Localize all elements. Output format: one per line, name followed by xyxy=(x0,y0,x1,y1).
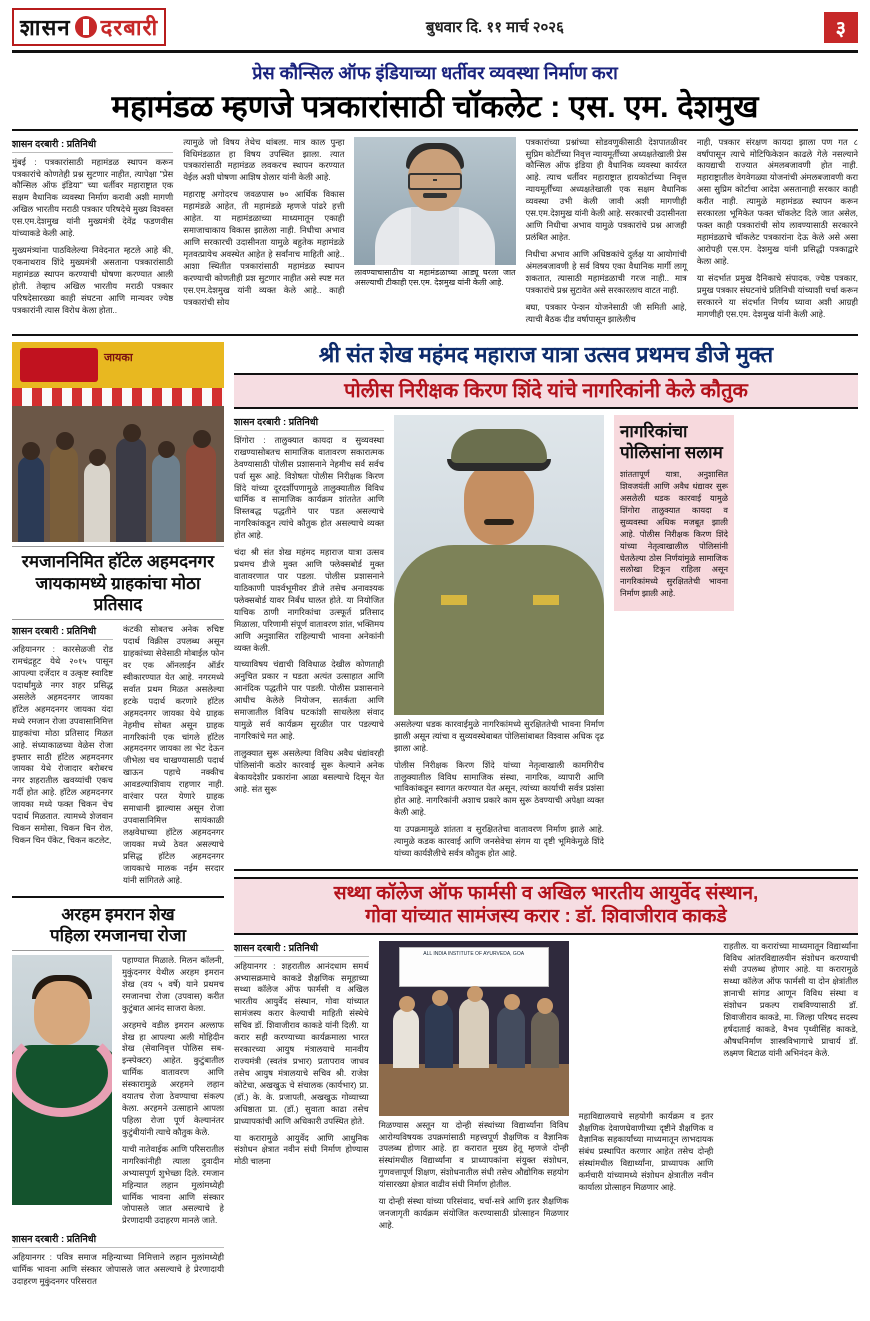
paragraph: अहियानगर : शहरातील आनंदधाम समर्थ अभ्यासक्रमाचे काकडे शैक्षणिक समूहाच्या सथ्था कॉलेज ऑफ फार्मसी व अखिल भारतीय आयुर्वेद संस्थान, गोवा यांच्यात सामंजस्य करार केल्याची माहिती संस्थेचे सचिव डॉ. शिवाजीराव काकडे यांनी दिली. या करार सही करण्याच्या कार्यक्रमाला भारत सरकारच्या आयुष मंत्रालयाचे मानवीय राज्यमंत्री (स्वतंत्र प्रभार) प्रतापराव जाधव तसेच आयुष मंत्रालयाचे सचिव श्री. राजेश कोटेचा, अखखुऊ चे संचालक (कार्यभार) प्रा. (डॉ.) के. के. प्रजापती, अखखुऊ गोव्याच्या अधिष्ठाता प्रा. (डॉ.) सुवाता काढा तसेच प्राध्यापकांची आणि अधिकारी उपस्थित होते. xyxy=(234,960,369,1126)
stage-person xyxy=(425,1002,453,1068)
story4-photo-col xyxy=(12,955,112,1232)
paragraph: या करारामुळे आयुर्वेद आणि आधुनिक संशोधन क्षेत्रात नवीन संधी निर्माण होण्यास मोठी चालना xyxy=(234,1132,369,1167)
paragraph: महाविद्यालयाचे सहयोगी कार्यक्रम व इतर शैक्षणिक देवाणघेवाणीच्या दृष्टीने शैक्षणिक व वैज्ञानिक सहकार्यांच्या माध्यमातून लाभदायक संबंध प्रस्थापित करणार आहेत तसेच दोन्ही संस्थांमधील विद्यार्थ्यांना, प्राध्यापक आणि कर्मचारी यांच्यामध्ये संशोधन क्षेत्रातील नवीन कार्याला प्रोत्साहन मिळणार आहे. xyxy=(578,1110,714,1193)
paragraph: याची नातेवाईक आणि परिसरातील नागरिकांनीही त्याला दुवादीन अभ्यासपूर्ण शुभेच्छा दिले. रमजान महिन्यात लहान मुलांमध्येही धार्मिक भावना आणि संस्कार जोपासले जात असल्याचे हे प्रेरणादायी उदाहरण मानले जाते. xyxy=(122,1143,224,1226)
police-officer-photo xyxy=(394,415,604,715)
right-column xyxy=(234,342,858,1293)
middle-block xyxy=(12,342,858,1293)
paragraph: चंदा श्री संत शेख महंमद महाराज यात्रा उत्सव प्रथमच डीजे मुक्त आणि फ्लेक्सबोर्ड मुक्त वातावरणात पार पडला. पोलीस प्रशासनाने याठिकाणी पार्श्वभूमीवर डीजे तसेच अनावश्यक फ्लेक्सबोर्ड यावर निर्बंध घालत होते. या नियोजित याचिक ठाणी नागरिकांचा उत्स्फूर्त प्रतिसाद मिळाला, परिणामी संपूर्ण वातावरण शांत, भक्तिमय आणि अनुशासित राहिल्याची भावना अनेकांनी व्यक्त केली. xyxy=(234,547,384,653)
left-column xyxy=(12,342,224,1293)
paragraph: मुंबई : पत्रकारांसाठी महामंडळ स्थापन करून पत्रकारांचे कोणतेही प्रश्न सुटणार नाहीत, त्यापेक्षा "प्रेस कौन्सिल ऑफ इंडिया" च्या धर्तीवर महाराष्ट्रात एक सक्षम वैधानिक व्यवस्था निर्माण करावी अशी मागणी अखिल भारतीय मराठी पत्रकार परिषदेचे मुख्य विश्वस्त एस.एम.देशमुख यांनी मुख्यमंत्री देवेंद्र फडणवीस यांच्याकडे केली आहे. xyxy=(12,156,174,239)
emblem-icon xyxy=(75,16,97,38)
stage-person-head xyxy=(537,998,553,1014)
hotel-crowd-photo xyxy=(12,342,224,542)
sidebox-title: नागरिकांचा पोलिसांना सलाम xyxy=(620,421,723,463)
story2-photo-col xyxy=(394,415,604,865)
stage-person xyxy=(459,998,489,1068)
stage-table-shape xyxy=(379,1064,569,1116)
story2-subhead: पोलीस निरीक्षक किरण शिंदे यांचे नागरिकांनी केले कौतुक xyxy=(344,379,748,402)
paragraph: पोलीस निरीक्षक किरण शिंदे यांच्या नेतृत्वाखाली कामगिरीच तालुक्यातील विविध सामाजिक संस्था, नागरिक, व्यापारी आणि भाविकांकडून स्वागत करण्यात येत असून, त्यांच्या कार्याची सर्वत्र प्रशंसा होत आहे. नागरिकांनी अशाच प्रकारे काम सुरू ठेवण्याची अपेक्षा व्यक्त केली आहे. xyxy=(394,759,604,818)
story5-headline-line2: गोवा यांच्यात सामंजस्य करार : डॉ. शिवाजीराव काकडे xyxy=(365,905,727,927)
story2-subhead-bar xyxy=(234,373,858,409)
paragraph: नाही, पत्रकार संरक्षण कायदा झाला पण गत ८ वर्षांपासून त्याचे मोटिफिकेशन काढले गेले नसल्याने कायद्याची राज्यात अंमलबजावणी होत नाही. महाराष्ट्रातील वेगवेगळ्या योजनांची अंमलबजावणी करा असा सुप्रिम कोर्टाचा आदेश असतानाही सरकार काही करीत नाही. त्यामुळे महामंडळ स्थापन करून सरकारला भूमिकेत फक्त चॉकलेट दिले जात असेल, फक्त काही पत्रकारांची सोय लावण्यासाठी सरकारने महामंडळाचे चॉकलेट पत्रकारांना देऊ केले असे असा आरोपही एस.एम. देशमुख यांनी प्रसिद्धी पत्रकाद्वारे केला आहे. xyxy=(696,136,859,266)
paragraph: निधीचा अभाव आणि अधिष्ठकांचे दुर्लक्ष या आयोगांची अंमलबजावणी हे सर्व विषय एका वैधानिक मार्गी लागू शकतात, त्यासाठी महामंडळाची गरज नाही.. मात्र पत्रकारांचे प्रश्न सुटावेत असे सरकारलाच वाटत नाही. xyxy=(525,248,687,295)
stage-person-head xyxy=(432,990,448,1006)
story5-byline: शासन दरबारी : प्रतिनिधी xyxy=(234,941,369,957)
story3-headline-line2: जायकामध्ये ग्राहकांचा मोठा प्रतिसाद xyxy=(35,573,201,614)
lead-col-5 xyxy=(697,137,858,331)
paragraph: या संदर्भात प्रमुख दैनिकाचे संपादक, ज्येष्ठ पत्रकार, प्रमुख पत्रकार संघटनांचे प्रतिनिधी यांच्याशी चर्चा करून सरकारने या संदर्भात निर्णय घ्यावा अशी आग्रही मागणीही एस.एम. देशमुख यांनी केली आहे. xyxy=(696,272,859,319)
section-rule-1 xyxy=(12,334,858,336)
page-number: ३ xyxy=(824,12,858,43)
photo-kurta-shape xyxy=(411,207,459,265)
lead-col-3-photo xyxy=(354,137,515,331)
paragraph: मिळण्यास अस्तून या दोन्ही संस्थांच्या विद्यार्थ्यांना विविध आरोग्यविषयक उपक्रमांसाठी महत्त्वपूर्ण शैक्षणिक व वैज्ञानिक उपलब्ध होणार आहे. हा करारात मुख्य हेतू म्हणजे दोन्ही संस्थांमधील विद्यार्थ्यांना व प्राध्यापकांना संयुक्त संशोधन, गुणवत्तापूर्ण शिक्षण, संशोधनातील संधी तसेच औद्योगिक सहयोग यांसारख्या क्षेत्रात वाढीव संधी निर्माण होतील. xyxy=(378,1119,569,1190)
stage-person xyxy=(497,1006,525,1068)
story5-col-4 xyxy=(723,941,858,1237)
officer-cap-shape xyxy=(451,429,547,463)
officer-uniform-shape xyxy=(394,545,604,715)
story4-headline-line1: अरहम इमरान शेख xyxy=(61,904,175,924)
headline-rule xyxy=(12,129,858,131)
paragraph: तालुक्यात सुरू असलेल्या विविध अवैध धंद्यांवरही पोलिसांनी कठोर कारवाई सुरू केल्याने अनेक बेकायदेशीर प्रकारांना आळा बसल्याचे दिसून येत आहे. संत सुरू xyxy=(234,747,384,794)
lead-headline: महामंडळ म्हणजे पत्रकारांसाठी चॉकलेट : एस. एम. देशमुख xyxy=(111,89,759,124)
story5-photo-subcols xyxy=(379,1120,569,1237)
lead-photo-caption: लावण्याचासाठीच या महामंडळाच्या आड्यू घरला जात असल्याची टीकाही एस.एम. देशमुख यांनी केली आहे. xyxy=(354,267,516,288)
story5-col-3 xyxy=(579,941,714,1237)
paragraph: बघा, पत्रकार पेन्शन योजनेसाठी जी समिती आहे, त्याची बैठक दीड वर्षापासून झालेलीच xyxy=(525,301,687,324)
paragraph: याच्याविषय चंद्याची विविधाळ देखील कोणताही अनुचित प्रकार न घडता अत्यंत उत्साहात आणि आनंदिक पद्धतीने पार पडली. पोलीस प्रशासनाने आधीच केलेले नियोजन, सतर्कता आणि समाजातील विविध घटकांशी साधलेला संवाद यामुळे सर्व कार्यक्रम सुरळीत पार पडल्याचे नागरिकांचे मत आहे. xyxy=(234,659,384,741)
crowd-person xyxy=(50,446,78,542)
story3-byline: शासन दरबारी : प्रतिनिधी xyxy=(12,624,113,640)
story2-columns xyxy=(234,415,858,865)
paragraph: या दोन्ही संस्था यांच्या परिसंवाद, चर्चा-सत्रे आणि इतर शैक्षणिक जनजागृती कार्यक्रम संयोजित करण्यासाठी प्रोत्साहन मिळणार आहे. xyxy=(378,1196,569,1230)
issue-date: बुधवार दि. ११ मार्च २०२६ xyxy=(425,19,564,36)
paragraph: महाराष्ट्र अगोदरच जवळपास ७० आर्थिक विकास महामंडळे आहेत, ती महामंडळे म्हणजे पांढरे हत्ती आहेत. या महामंडळाच्या माध्यमातून एकाही समाजाचाकाय विकास झालेला नाही. निधीचा अभाव आणि सरकारची उदासीनता यामुळे बहुतेक महामंडळे मृतवत्प्रायेच अवस्थेत आहेत हे सर्वांनाच माहिती आहे.. आशा स्थितीत पत्रकारांसाठी महामंडळ स्थापन करण्याची कोणतीही प्रश सुटणार नाहीत असे स्पष्ट मत एस.एम.देशमुख यांनी व्यक्त केले आहे.. काही पत्रकारांची सोय xyxy=(183,189,345,307)
paragraph: राहतील. या करारांच्या माध्यमातून विद्यार्थ्यांना विविध आंतरविद्यालयीन संशोधन करण्याची संधी उपलब्ध होणार आहे. या करारामुळे सथ्था कॉलेज ऑफ फार्मसी या दोन क्षेत्रांतील ज्ञानाची सांगड आणून विविध संस्था व संशोधन प्रकल्प राबविण्यासाठी डॉ. शिवाजीराव काकडे, मा. जिल्हा परिषद सदस्य हर्षदाताई काकडे, वैभव पृथ्वीसिंह काकडे, औषधनिर्माण शास्त्रविभागाचे प्राचार्य डॉ. लक्ष्मण बिटाळ यांनी अभिनंदन केले. xyxy=(723,940,859,1058)
story3-col-1 xyxy=(12,624,113,891)
newspaper-logo xyxy=(12,8,166,46)
signboard-text: जायका xyxy=(104,352,133,365)
story5-col-2 xyxy=(379,1120,569,1237)
section-rule-3 xyxy=(234,869,858,871)
story4-bottom-byline: शासन दरबारी : प्रतिनिधी xyxy=(12,1232,224,1248)
crowd-person xyxy=(152,454,180,542)
photo-glasses-shape xyxy=(408,173,462,190)
officer-moustache-shape xyxy=(484,519,514,525)
story2-headline: श्री संत शेख महंमद महाराज यात्रा उत्सव प्रथमच डीजे मुक्त xyxy=(318,342,774,368)
child-face-shape xyxy=(34,981,90,1045)
child-photo xyxy=(12,955,112,1205)
paragraph: पहाण्यात मिळाले. मिलन कॉलनी, मुकुंदनगर येथील अरहम इमरान शेख (वय ५ वर्षे) याने प्रथमच रमजानचा रोजा (उपवास) करीत कुटुंबात आनंद साजरा केला. xyxy=(122,955,224,1013)
crowd-person xyxy=(116,438,146,542)
story4-text-col xyxy=(122,955,224,1232)
lead-col-2 xyxy=(183,137,344,331)
paragraph: अहियानगर : पवित्र समाज महिन्याच्या निमित्ताने लहान मुलांमध्येही धार्मिक भावना आणि संस्कार जोपासले जात असल्याचे हे प्रेरणादायी उदाहरण मुकुंदनगर परिसरात xyxy=(12,1252,224,1287)
logo-text-right: दरबारी xyxy=(100,15,159,40)
story5-headline-line1: सथ्था कॉलेज ऑफ फार्मसी व अखिल भारतीय आयुर्वेद संस्थान, xyxy=(333,883,759,904)
officer-rank-badge-left xyxy=(441,595,467,605)
story3-columns xyxy=(12,624,224,891)
story5-headline-bar xyxy=(234,877,858,935)
lead-story-columns xyxy=(12,137,858,331)
paragraph: त्यामुळे जो विषय तेथेच थांबला. मात्र काल पुन्हा विधिमंडळात हा विषय उपस्थित झाला. त्यात पत्रकारांसाठी महामंडळ लवकरच स्थापन करण्यात येईल अशी घोषणा आशिष शेलार यांनी केली आहे. xyxy=(183,136,345,183)
story4-headline-line2: पहिला रमजानचा रोजा xyxy=(50,925,186,945)
mou-signing-photo xyxy=(379,941,569,1116)
lead-kicker: प्रेस कौन्सिल ऑफ इंडियाच्या धर्तीवर व्यवस्था निर्माण करा xyxy=(252,63,618,83)
story5-columns xyxy=(234,941,858,1237)
officer-rank-badge-right xyxy=(533,595,559,605)
paragraph: शिंगोरा : तालुक्यात कायदा व सुव्यवस्था राखण्यासोबतच सामाजिक वातावरण सकारात्मक ठेवण्यासाठी पोलीस प्रशासनाने नेहमीच सर्व सर्वच पर्वा सुरू आहे. विशेषतः पोलीस निरीक्षक किरण शिंदे यांच्या दूरदर्शीपणामुळे तालुक्यातील विविध धार्मिक व सामाजिक कार्यक्रम शांततेत आणि शिस्तबद्ध पद्धतीने पार पडत असल्याचे नागरिकांकडून त्यांचे कौतुक होत असल्याचे व्यक्त होत आहे. xyxy=(234,434,384,541)
divider xyxy=(12,619,224,620)
story2-byline: शासन दरबारी : प्रतिनिधी xyxy=(234,415,384,431)
story5-photo-col xyxy=(379,941,569,1237)
officer-face-shape xyxy=(464,463,534,545)
crowd-person xyxy=(18,456,44,542)
story2-col-1 xyxy=(234,415,384,865)
stage-person-head xyxy=(504,994,520,1010)
stage-person-head xyxy=(467,986,483,1002)
lead-photo-portrait xyxy=(354,137,515,265)
shop-signboard xyxy=(12,342,224,391)
section-rule-2 xyxy=(12,896,224,898)
divider xyxy=(12,950,224,951)
paragraph: अहियानगर : कारसेळजी रोड रामचंद्रहूट येथे २०१५ पासून आपल्या दर्जेदार व उत्कृष्ट स्वादिष्ट पदार्थांमुळे नगर शहर प्रसिद्ध असलेले अहमदनगर जायका हॉटेल अहमदनगर जायका यंदा मध्ये रमजान रोजा उपवासानिमित्त ग्राहकांचा मोठा प्रतिसाद मिळत आहे. संध्याकाळच्या वेळेस रोजा इफ्तार साठी हॉटेल अहमदनगर जायका येथे रोजादार बरोबरच नगर शहरातील खवय्यांची एकच गर्दी होत आहे. हॉटेल अहमदनगर जायका मध्ये फक्त चिकन चेच पदार्थ मिळतात. त्यामध्ये शेजवान चिकन समोसा, चिकन चिन रोल, चिकन चिन पॅकेट, चिकन कटलेट, xyxy=(12,644,113,845)
stage-banner: ALL INDIA INSTITUTE OF AYURVEDA, GOA xyxy=(399,947,549,987)
shop-awning xyxy=(12,388,224,406)
paragraph: या उपक्रमामुळे शांतता व सुरक्षिततेचा वातावरण निर्माण झाले आहे. त्यामुळे कडक कारवाई आणि जनसेवेचा संगम या दृष्टी भूमिकेमुळे शिंदे यांच्या कार्यशैलीचे सर्वत्र कौतुक होत आहे. xyxy=(394,824,604,859)
crowd-person xyxy=(84,462,110,542)
story3-col-2 xyxy=(123,624,224,891)
lead-byline: शासन दरबारी : प्रतिनिधी xyxy=(12,137,173,153)
story5-col-1 xyxy=(234,941,369,1237)
paragraph: कंटकी सोबतच अनेक रुचिष्ट पदार्थ विक्रीस उपलब्ध असून ग्राहकांच्या सेवेसाठी मोबाईल फोन वर एक ऑनलाईन ऑर्डर स्वीकारण्यात येत आहे. नगरमध्ये सर्वात प्रथम मिळत असलेल्या हटके पदार्थ करणारे हॉटेल अहमदनगर जायका येथे ग्राहक नेहमीच सोबत असून ग्राहक नागरिकांनी एक चांगले हॉटेल अहमदनगर जायका ला भेट देऊन जीभेला चव चाखण्यासाठी पदार्थ खाऊन पहाचे नक्कीच आवडल्याशिवाय राहणार नाही. वारंवार परत येणारे ग्राहक समाधानी झाल्यास असून रोजा उपवासानिमित्त सायंकाळी लक्षवेधाच्या हॉटेल अहमदनगर जायका मध्ये ठेवत असल्याचे प्रसिद्ध हॉटेल अहमदनगर जायकाचे मालक नईम सरदार यांनी सांगितले आहे. xyxy=(123,624,224,885)
lead-col-1 xyxy=(12,137,173,331)
divider xyxy=(12,546,224,547)
paragraph: मुख्यमंत्र्यांना पाठविलेल्या निवेदनात म्हटले आहे की, एकनाथराव शिंदे मुख्यमंत्री असताना पत्रकारांसाठी महामंडळ स्थापन करण्याची घोषणा करण्यात आली होती. तेव्हाच अखिल भारतीय मराठी पत्रकार परिषदेसारख्या काही संघटना आणि मान्यवर ज्येष्ठ पत्रकारांनी त्यास विरोध केला होता.. xyxy=(12,245,174,315)
paragraph: अरहमचे वडील इमरान अल्लाफ शेख हा आपल्या अली मोहिदीन शेख (सेवानिवृत्त पोलिस सब-इन्स्पेक्टर) आहेत. कुटुंबातील धार्मिक वातावरण आणि संस्कारामुळे अरहमने लहान वयातच रोजा ठेवण्याचा संकल्प केला. अरहमने उत्साहाने आपला पहिला रोजा पूर्ण केल्यानंतर कुटुंबीयांनी त्याचे कौतुक केले. xyxy=(122,1019,224,1137)
paragraph: पत्रकारांच्या प्रश्नांच्या सोडवणुकीसाठी देशपातळीवर सुप्रिम कोर्टीच्या निवृत्त न्यायमूर्तींच्या अध्यक्षतेखाली प्रेस कौन्सिल ऑफ इंडिया ही वैधानिक व्यवस्था कार्यरत आहे. त्याच धर्तीवर महाराष्ट्रात हायकोर्टाच्या निवृत्त न्यायमूर्तींच्या अध्यक्षतेखाली एक सक्षम वैधानिक व्यवस्था उभी केली जावी अशी मागणीही एस.एम.देशमुख यांनी केली आहे. सरकारची उदासीनता आणि निधीचा अभाव यामुळे पत्रकारांचे प्रश्न आजही प्रलंबित आहेत. xyxy=(525,136,687,243)
masthead xyxy=(12,8,858,53)
crowd-person xyxy=(186,444,216,542)
stage-person xyxy=(531,1010,559,1068)
paragraph: असलेल्या धडक कारवाईमुळे नागरिकांमध्ये सुरक्षिततेची भावना निर्माण झाली असून त्यांचा व सुव्यवस्थेबाबत पोलिसांबाबत विश्वास अधिक दृढ झाला आहे. xyxy=(394,718,604,753)
signboard-logo xyxy=(20,348,98,382)
logo-text-left: शासन xyxy=(20,15,71,40)
story3-headline-line1: रमजाननिमित हॉटेल अहमदनगर xyxy=(21,552,215,572)
story2-sidebox-col xyxy=(614,415,734,865)
stage-person xyxy=(393,1008,419,1068)
photo-moustache-shape xyxy=(423,193,447,198)
story4-columns xyxy=(12,955,224,1232)
citizens-salute-box xyxy=(614,415,734,611)
paragraph: शांततापूर्ण यात्रा, अनुशासित शिवजयंती आणि अवैध धंद्यावर सुरू असलेली धडक कारवाई यामुळे शिंगोरा तालुक्यात कायदा व सुव्यवस्था अधिक मजबूत झाली आहे. पोलीस निरीक्षक किरण शिंदे यांच्या नेतृत्वाखालील पोलिसांनी घेतलेल्या ठोस निर्णयांमुळे सामाजिक सलोखा टिकून राहिला असून नागरिकांमध्ये सुरक्षिततेची भावना निर्माण झाली आहे. xyxy=(620,470,728,599)
stage-person-head xyxy=(399,996,415,1012)
lead-col-4 xyxy=(526,137,687,331)
